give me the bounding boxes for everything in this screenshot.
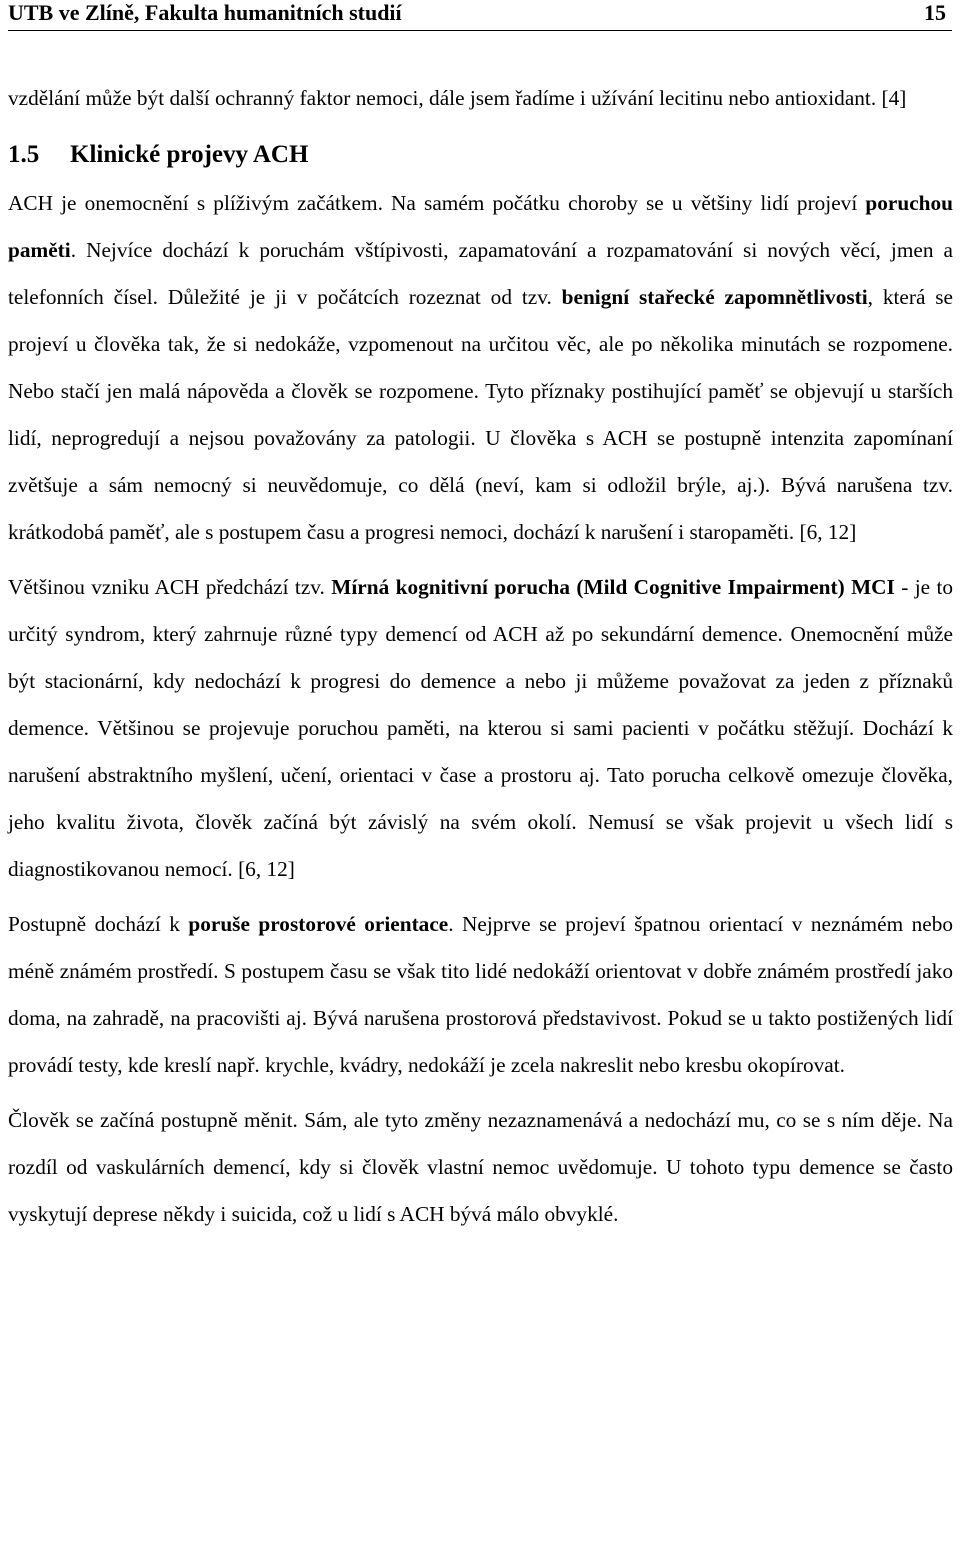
paragraph-personality: Člověk se začíná postupně měnit. Sám, ale tyto změny nezaznamenává a nedochází mu, co se s ním děje. Na rozdíl od vaskulárních demencí, kdy si člověk vlastní nemoc uvědomuje. U tohoto typu demence se často vyskytují deprese někdy i suicida, což u lidí s ACH bývá málo obvyklé.	[8, 1108, 953, 1226]
page-header	[8, 0, 952, 31]
bold-term: Mírná kognitivní porucha (Mild Cognitive Impairment) MCI	[331, 575, 895, 599]
bold-term: poruše prostorové orientace	[188, 912, 449, 936]
paragraph-text: . Nejvíce dochází k poruchám vštípivosti, zapamatování a rozpamatování si nových věcí, jmen a telefonních čísel. Důležité je ji v počátcích rozeznat od tzv.	[8, 238, 953, 309]
page-number: 15	[924, 0, 946, 25]
header-institution: UTB ve Zlíně, Fakulta humanitních studií	[8, 0, 402, 25]
paragraph-text: ACH je onemocnění s plíživým začátkem. Na samém počátku choroby se u většiny lidí projeví	[8, 191, 866, 215]
intro-paragraph: vzdělání může být další ochranný faktor nemoci, dále jsem řadíme i užívání lecitinu nebo antioxidant. [4]	[8, 86, 907, 110]
page-content	[8, 75, 953, 1238]
bold-term: poruchou paměti	[8, 191, 953, 262]
paragraph-text: , která se projeví u člověka tak, že si nedokáže, vzpomenout na určitou věc, ale po několika minutách se rozpomene. Nebo stačí jen malá nápověda a člověk se rozpomene. Tyto příznaky postihující paměť se objevují u starších lidí, neprogredují a nejsou považovány za patologii. U člověka s ACH se postupně intenzita zapomínaní zvětšuje a sám nemocný si neuvědomuje, co dělá (neví, kam si odložil brýle, aj.). Bývá narušena tzv. krátkodobá paměť, ale s postupem času a progresi nemoci, dochází k narušení i staropaměti. [6, 12]	[8, 285, 953, 544]
bold-term: benigní stařecké zapomnětlivosti	[561, 285, 868, 309]
paragraph-text: - je to určitý syndrom, který zahrnuje různé typy demencí od ACH až po sekundární demence. Onemocnění může být stacionární, kdy nedochází k progresi do demence a nebo ji můžeme považovat za jeden z příznaků demence. Většinou se projevuje poruchou paměti, na kterou si sami pacienti v počátku stěžují. Dochází k narušení abstraktního myšlení, učení, orientaci v čase a prostoru aj. Tato porucha celkově omezuje člověka, jeho kvalitu života, člověk začíná být závislý na svém okolí. Nemusí se však projevit u všech lidí s diagnostikovanou nemocí. [6, 12]	[8, 575, 954, 881]
paragraph-mci	[8, 564, 953, 893]
paragraph-orientation	[8, 901, 953, 1089]
section-number: 1.5	[8, 141, 40, 168]
section-title: Klinické projevy ACH	[70, 141, 309, 168]
section-heading	[8, 130, 953, 180]
paragraph-memory	[8, 180, 953, 556]
paragraph-text: . Nejprve se projeví špatnou orientací v neznámém nebo méně známém prostředí. S postupem času se však tito lidé nedokáží orientovat v dobře známém prostředí jako doma, na zahradě, na pracovišti aj. Bývá narušena prostorová představivost. Pokud se u takto postižených lidí provádí testy, kde kreslí např. krychle, kvádry, nedokáží je zcela nakreslit nebo kresbu okopírovat.	[8, 912, 954, 1077]
paragraph-text: Většinou vzniku ACH předchází tzv.	[8, 575, 332, 599]
paragraph-text: Postupně dochází k	[8, 912, 189, 936]
